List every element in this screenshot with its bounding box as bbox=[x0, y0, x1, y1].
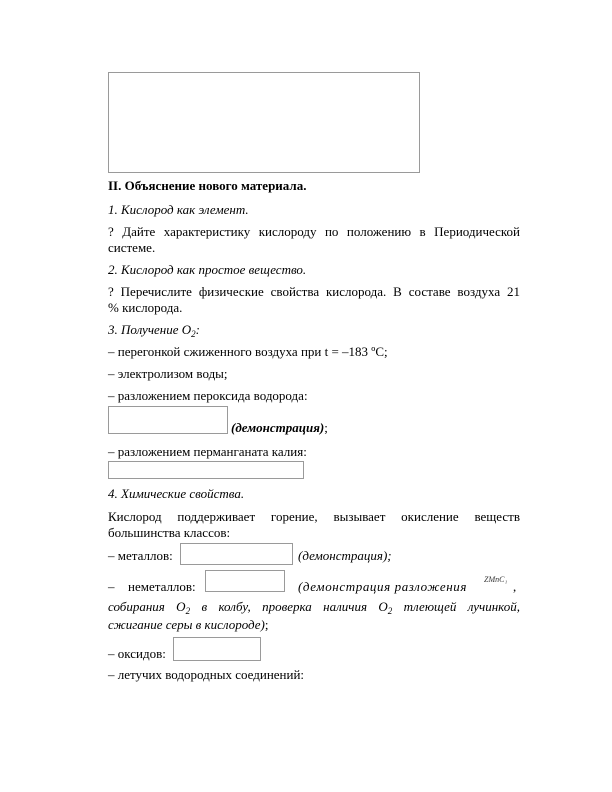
s3-item-electrolysis: – электролизом воды; bbox=[108, 366, 228, 381]
s4-oxides-label: – оксидов: bbox=[108, 646, 166, 661]
s4-title: 4. Химические свойства. bbox=[108, 486, 245, 501]
s2-question-line1: ? Перечислите физические свойства кислорода. В составе воздуха 21 bbox=[108, 284, 520, 299]
s4-nonmetals-dash: – bbox=[108, 579, 115, 594]
s2-title: 2. Кислород как простое вещество. bbox=[108, 262, 307, 277]
s4-nonmetals-label: неметаллов: bbox=[128, 579, 196, 594]
line2-part-b: в колбу, проверка наличия O bbox=[201, 599, 388, 614]
line2-sub-b: 2 bbox=[387, 606, 393, 616]
s4-nonmetals-line3 bbox=[108, 617, 269, 633]
s4-metals-demo: (демонстрация); bbox=[298, 548, 392, 563]
line3-text: сжигание серы в кислороде) bbox=[108, 617, 265, 632]
s2-question-line2: % кислорода. bbox=[108, 300, 183, 315]
oxides-equation-box bbox=[173, 637, 261, 661]
s3-title-subscript: 2 bbox=[191, 329, 196, 339]
section-heading: II. Объяснение нового материала. bbox=[108, 178, 307, 193]
line2-part-a: собирания O bbox=[108, 599, 186, 614]
s4-nonmetals-line2 bbox=[108, 599, 520, 619]
s1-title: 1. Кислород как элемент. bbox=[108, 202, 249, 217]
s4-nonmetals-demo: (демонстрация разложения bbox=[298, 579, 468, 594]
s4-volatile-label: – летучих водородных соединений: bbox=[108, 667, 305, 682]
s3-demo-label: (демонстрация) bbox=[231, 420, 325, 435]
s3-title bbox=[108, 322, 200, 342]
s4-metals-label: – металлов: bbox=[108, 548, 173, 563]
s3-demo-note bbox=[231, 420, 328, 436]
s4-paragraph-line1: Кислород поддерживает горение, вызывает окисление веществ bbox=[108, 509, 520, 524]
permanganate-equation-box bbox=[108, 461, 304, 479]
metals-equation-box bbox=[180, 543, 293, 565]
line2-sub-a: 2 bbox=[185, 606, 191, 616]
line2-part-c: тлеющей лучинкой, bbox=[403, 599, 521, 614]
nonmetals-formula-tail: , bbox=[513, 579, 517, 594]
s3-item-liquid-air: – перегонкой сжиженного воздуха при t = –183 ºC; bbox=[108, 344, 388, 359]
s3-demo-tail: ; bbox=[324, 420, 328, 435]
s3-title-prefix: 3. Получение O bbox=[108, 322, 192, 337]
s1-question-line2: системе. bbox=[108, 240, 156, 255]
s3-title-suffix: : bbox=[195, 322, 201, 337]
top-image-placeholder bbox=[108, 72, 420, 173]
s4-paragraph-line2: большинства классов: bbox=[108, 525, 231, 540]
nonmetals-formula-image: ZMnC₁ bbox=[484, 575, 508, 584]
nonmetals-equation-box bbox=[205, 570, 285, 592]
line3-tail: ; bbox=[264, 617, 269, 632]
s3-item-permanganate: – разложением перманганата калия: bbox=[108, 444, 307, 459]
s3-item-peroxide: – разложением пероксида водорода: bbox=[108, 388, 308, 403]
s1-question-line1: ? Дайте характеристику кислороду по положению в Периодической bbox=[108, 224, 520, 239]
peroxide-equation-box bbox=[108, 406, 228, 434]
